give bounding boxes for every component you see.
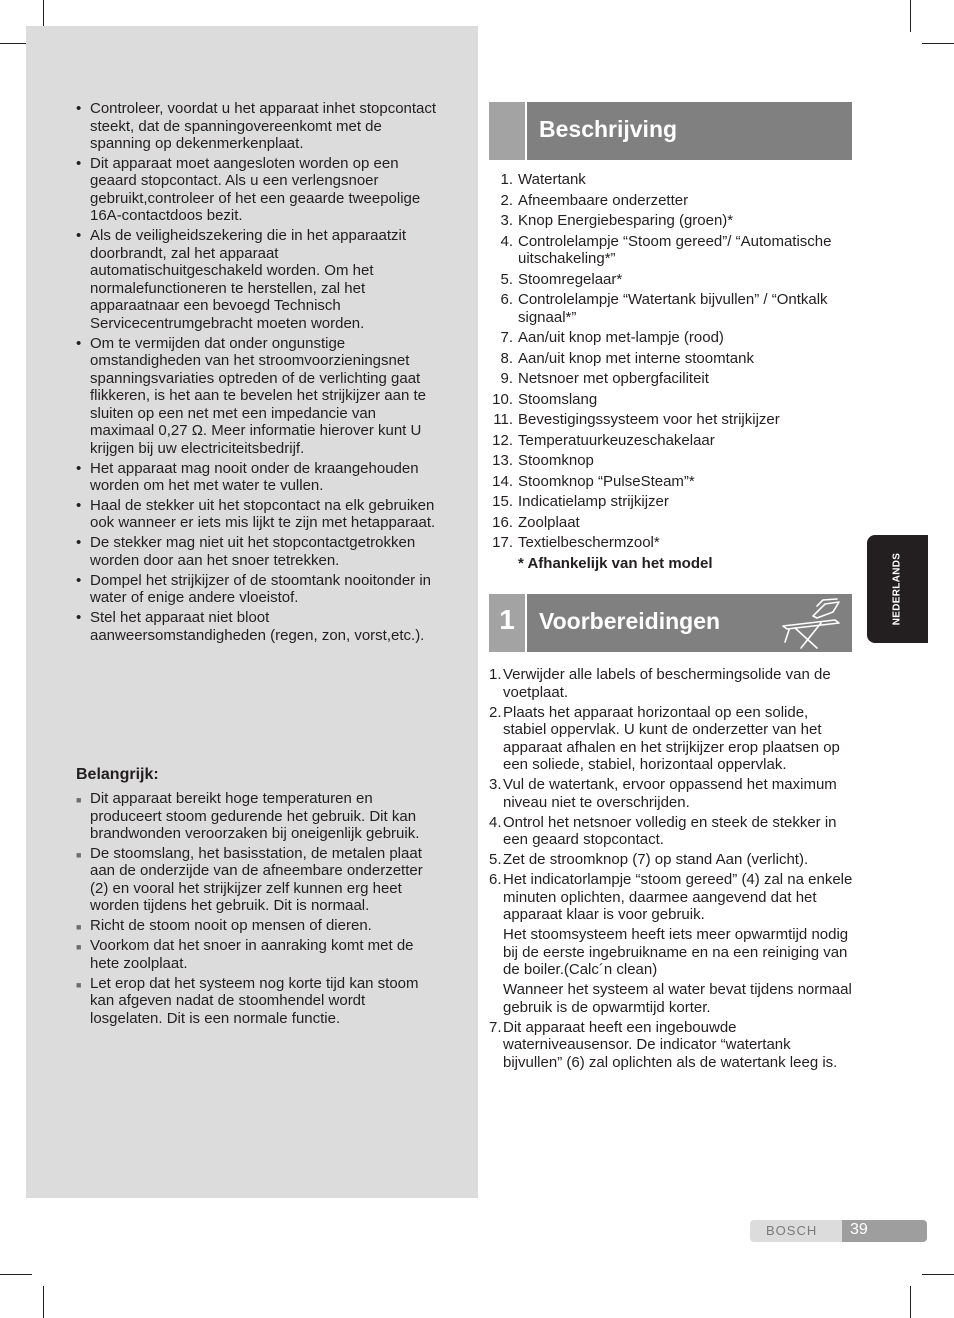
part-number: 13. <box>492 452 513 469</box>
part-number: 8. <box>500 349 513 367</box>
square-bullet-icon: ■ <box>76 922 82 933</box>
part-number: 15. <box>492 493 513 510</box>
section-number: 1 <box>499 604 515 635</box>
bullet-icon: • <box>76 459 82 477</box>
part-number: 6. <box>500 291 513 308</box>
part-label: Controlelampje “Stoom gereed”/ “Automatische uitschakeling*” <box>518 232 832 267</box>
list-item <box>76 572 440 607</box>
bullet-icon: • <box>76 100 82 117</box>
step-item <box>489 851 853 869</box>
part-item <box>489 432 849 450</box>
step-number: 7. <box>489 1018 502 1036</box>
list-item-text: Voorkom dat het snoer in aanraking komt met de hete zoolplaat. <box>90 937 414 972</box>
part-number: 12. <box>492 431 513 449</box>
list-item-text: Het apparaat mag nooit onder de kraangehouden worden om het met water te vullen. <box>90 459 419 495</box>
square-bullet-icon: ■ <box>76 979 82 990</box>
list-item-text: Als de veiligheidszekering die in het apparaatzit doorbrandt, zal het apparaat automatischuitgeschakeld worden. Om het normalefunctioneren te herstellen, zal het apparaatnaar een bevoegd Technisch Servicecentrumgebracht moeten worden. <box>90 227 407 332</box>
preparation-title: Voorbereidingen <box>539 608 721 634</box>
part-label: Temperatuurkeuzeschakelaar <box>518 431 715 449</box>
part-item <box>489 271 849 289</box>
bullet-icon: • <box>76 227 82 245</box>
bullet-icon: • <box>76 496 82 514</box>
part-item <box>489 411 849 429</box>
step-number: 4. <box>489 813 502 831</box>
part-label: Watertank <box>518 171 586 188</box>
step-number: 2. <box>489 703 502 721</box>
part-item <box>489 171 849 189</box>
part-number: 11. <box>493 411 513 428</box>
bullet-icon: • <box>76 571 82 589</box>
part-item <box>489 493 849 511</box>
list-item-text: Controleer, voordat u het apparaat inhet stopcontact steekt, dat de spanningovereenkomt met de spanning op dekenmerkenplaat. <box>90 100 437 152</box>
page-number: 39 <box>850 1221 868 1238</box>
part-item <box>489 350 849 368</box>
part-item <box>489 514 849 532</box>
preparation-steps-list <box>489 666 853 1074</box>
list-item-text: Dit apparaat bereikt hoge temperaturen en produceert stoom gedurende het gebruik. Dit kan brandwonden veroorzaken bij oneigenlijk gebruik. <box>90 790 420 842</box>
step-item <box>489 776 853 811</box>
section-divider <box>525 102 527 160</box>
list-item-text: Let erop dat het systeem nog korte tijd kan stoom kan afgeven nadat de stoomhendel wordt losgelaten. Dit is een normale functie. <box>90 974 419 1027</box>
part-number: 2. <box>500 191 513 209</box>
crop-mark <box>43 1286 44 1318</box>
crop-mark <box>910 0 911 32</box>
part-item <box>489 192 849 210</box>
list-item-text: Richt de stoom nooit op mensen of dieren. <box>90 917 372 935</box>
step-text: Zet de stroomknop (7) op stand Aan (verlicht). <box>503 851 809 868</box>
language-tab <box>867 535 928 643</box>
safety-bullet-list <box>76 100 440 647</box>
section-tab <box>489 102 525 160</box>
list-item <box>76 100 440 153</box>
part-number: 4. <box>500 232 513 250</box>
important-bullet-list <box>76 790 440 1029</box>
part-number: 9. <box>500 370 513 387</box>
section-divider <box>525 594 527 652</box>
part-item <box>489 452 849 470</box>
part-label: Stoomslang <box>518 390 598 408</box>
part-label: Stoomknop <box>518 452 594 469</box>
part-label: Controlelampje “Watertank bijvullen” / “Ontkalk signaal*” <box>518 291 828 326</box>
list-item-text: De stoomslang, het basisstation, de metalen plaat aan de onderzijde van de afneembare onderzetter (2) en vooral het strijkijzer zelf kunnen erg heet worden tijdens het gebruik. Dit is normaal. <box>90 844 423 915</box>
part-label: Stoomknop “PulseSteam”* <box>518 472 695 490</box>
list-item <box>76 790 440 843</box>
step-text: Het stoomsysteem heeft iets meer opwarmtijd nodig bij de eerste ingebruikname en na een reiniging van de boiler.(Calc´n clean) <box>503 926 849 978</box>
description-title: Beschrijving <box>539 116 678 142</box>
part-number: 7. <box>500 329 513 346</box>
part-item <box>489 291 849 326</box>
list-item <box>76 534 440 569</box>
square-bullet-icon: ■ <box>76 795 82 805</box>
footer-brand-box <box>750 1220 842 1242</box>
part-label: Aan/uit knop met-lampje (rood) <box>518 329 724 346</box>
step-text: Verwijder alle labels of beschermingsolide van de voetplaat. <box>503 666 831 701</box>
part-label: Netsnoer met opbergfaciliteit <box>518 370 709 387</box>
list-item <box>76 155 440 225</box>
part-item <box>489 473 849 491</box>
crop-mark <box>910 1286 911 1318</box>
crop-mark <box>922 43 954 44</box>
part-label: Knop Energiebesparing (groen)* <box>518 212 734 229</box>
step-number: 5. <box>489 851 502 868</box>
part-number: 10. <box>492 390 513 408</box>
part-label: Bevestigingssysteem voor het strijkijzer <box>518 411 780 428</box>
bullet-icon: • <box>76 334 82 352</box>
part-label: Stoomregelaar* <box>518 270 623 288</box>
footer-page-box <box>842 1220 927 1242</box>
part-label: Textielbeschermzool* <box>518 534 660 551</box>
list-item-text: Haal de stekker uit het stopcontact na elk gebruiken ook wanneer er iets mis lijkt te zijn met hetapparaat. <box>90 496 436 532</box>
list-item <box>76 227 440 332</box>
part-item <box>489 534 849 552</box>
part-number: 16. <box>492 513 513 531</box>
part-item <box>489 370 849 388</box>
part-item <box>489 391 849 409</box>
language-label: NEDERLANDS <box>891 552 903 626</box>
ironing-board-icon <box>777 596 847 652</box>
part-item <box>489 329 849 347</box>
part-number: 14. <box>492 472 513 490</box>
footer-brand: BOSCH <box>766 1223 818 1238</box>
step-item <box>489 871 853 1016</box>
part-label: Zoolplaat <box>518 513 580 531</box>
list-item <box>76 975 440 1028</box>
list-item-text: Om te vermijden dat onder ongunstige omstandigheden van het stroomvoorzieningsnet spanningsvariaties optreden of de verlichting gaat flikkeren, is het aan te bevelen het strijkijzer aan te sluiten op een net met een impedancie van maximaal 0,27 Ω. Meer informatie hierover kunt U krijgen bij uw electriciteitsbedrijf. <box>90 334 427 457</box>
step-text: Dit apparaat heeft een ingebouwde waterniveausensor. De indicator “watertank bijvullen” (6) zal oplichten als de watertank leeg is. <box>503 1018 838 1071</box>
step-text: Plaats het apparaat horizontaal op een solide, stabiel oppervlak. U kunt de onderzetter van het apparaat afhalen en het strijkijzer erop plaatsen op een soliede, stabiel, horizontaal oppervlak. <box>503 703 840 773</box>
part-label: Afneembaare onderzetter <box>518 191 689 209</box>
list-item-text: De stekker mag niet uit het stopcontactgetrokken worden door aan het snoer tetrekken. <box>90 534 416 569</box>
bullet-icon: • <box>76 534 82 552</box>
step-text: Vul de watertank, ervoor oppassend het maximum niveau niet te overschrijden. <box>503 776 837 811</box>
crop-mark <box>0 1274 32 1275</box>
step-item <box>489 704 853 774</box>
list-item-text: Dit apparaat moet aangesloten worden op een geaard stopcontact. Als u een verlengsnoer gebruikt,controleer of het een geaarde tweepolige 16A-contactdoos bezit. <box>90 154 421 225</box>
model-footnote: * Afhankelijk van het model <box>518 554 713 572</box>
list-item-text: Dompel het strijkijzer of de stoomtank nooitonder in water of enige andere vloeistof. <box>90 571 432 607</box>
list-item <box>76 497 440 532</box>
list-item <box>76 917 440 935</box>
step-item <box>489 1019 853 1072</box>
part-item <box>489 233 849 268</box>
bullet-icon: • <box>76 609 82 627</box>
square-bullet-icon: ■ <box>76 849 82 860</box>
step-text: Het indicatorlampje “stoom gereed” (4) zal na enkele minuten oplichten, daarmee aangevend dat het apparaat klaar is voor gebruik. <box>503 871 853 923</box>
part-item <box>489 212 849 230</box>
step-number: 1. <box>489 666 502 683</box>
preparation-header <box>489 594 852 652</box>
step-text: Wanneer het systeem al water bevat tijdens normaal gebruik is de opwarmtijd korter. <box>503 981 852 1016</box>
part-number: 5. <box>500 270 513 288</box>
list-item <box>76 460 440 495</box>
step-number: 6. <box>489 871 502 888</box>
list-item-text: Stel het apparaat niet bloot aanweersomstandigheden (regen, zon, vorst,etc.). <box>90 609 425 644</box>
step-item <box>489 814 853 849</box>
crop-mark <box>922 1274 954 1275</box>
step-number: 3. <box>489 776 502 793</box>
description-header <box>489 102 852 160</box>
list-item <box>76 335 440 458</box>
square-bullet-icon: ■ <box>76 942 82 953</box>
list-item <box>76 609 440 644</box>
part-label: Indicatielamp strijkijzer <box>518 493 669 510</box>
step-item <box>489 666 853 701</box>
part-number: 1. <box>500 171 513 188</box>
part-number: 3. <box>500 212 513 229</box>
part-number: 17. <box>492 534 513 551</box>
parts-list <box>489 171 849 575</box>
bullet-icon: • <box>76 154 82 172</box>
list-item <box>76 845 440 915</box>
part-label: Aan/uit knop met interne stoomtank <box>518 349 754 367</box>
step-text: Ontrol het netsnoer volledig en steek de stekker in een geaard stopcontact. <box>503 813 837 848</box>
list-item <box>76 937 440 972</box>
important-heading: Belangrijk: <box>76 766 159 783</box>
